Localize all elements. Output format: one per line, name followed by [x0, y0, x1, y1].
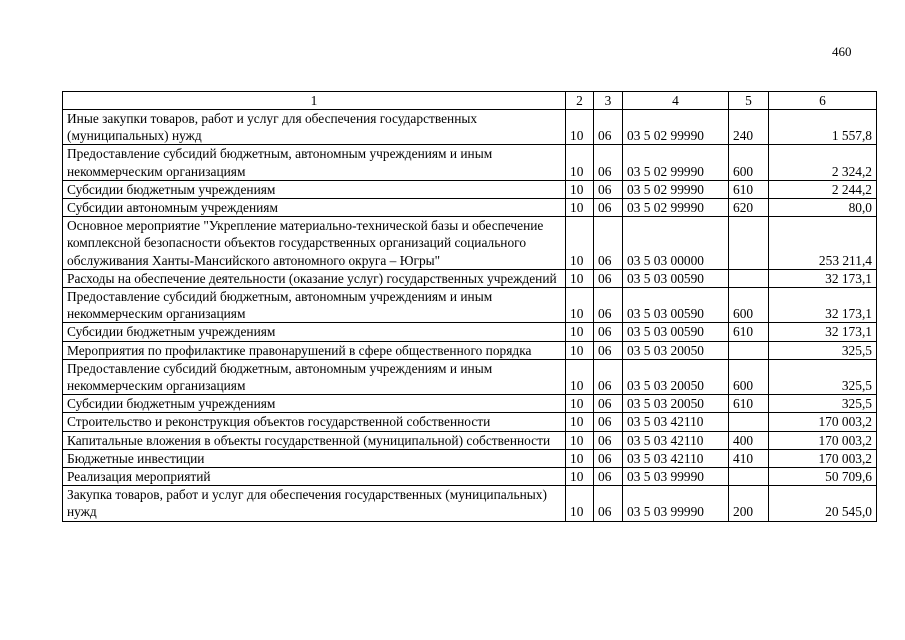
row-target-code-cell: 03 5 03 20050 [623, 395, 729, 413]
row-expense-type-cell: 410 [729, 449, 769, 467]
row-amount-cell: 32 173,1 [769, 323, 877, 341]
row-expense-type-cell: 200 [729, 486, 769, 521]
row-section-cell: 10 [566, 468, 594, 486]
row-section-cell: 10 [566, 341, 594, 359]
row-expense-type-cell [729, 468, 769, 486]
page-number: 460 [832, 44, 852, 59]
row-target-code-cell: 03 5 03 00590 [623, 323, 729, 341]
table-row [63, 199, 877, 217]
row-subsection-cell: 06 [594, 468, 623, 486]
row-amount-cell: 170 003,2 [769, 431, 877, 449]
row-expense-type-cell [729, 413, 769, 431]
column-header-2: 2 [566, 92, 594, 110]
row-section-cell: 10 [566, 269, 594, 287]
row-amount-cell: 170 003,2 [769, 413, 877, 431]
row-target-code-cell: 03 5 03 20050 [623, 359, 729, 394]
column-header-6: 6 [769, 92, 877, 110]
row-target-code-cell: 03 5 03 00000 [623, 217, 729, 270]
row-target-code-cell: 03 5 02 99990 [623, 110, 729, 145]
row-subsection-cell: 06 [594, 180, 623, 198]
row-name-cell: Субсидии бюджетным учреждениям [63, 395, 566, 413]
table-row [63, 323, 877, 341]
row-amount-cell: 80,0 [769, 199, 877, 217]
column-header-3: 3 [594, 92, 623, 110]
table-row [63, 431, 877, 449]
row-expense-type-cell: 610 [729, 323, 769, 341]
row-subsection-cell: 06 [594, 110, 623, 145]
row-target-code-cell: 03 5 03 99990 [623, 486, 729, 521]
budget-table [62, 91, 877, 522]
table-row [63, 468, 877, 486]
row-amount-cell: 32 173,1 [769, 288, 877, 323]
row-subsection-cell: 06 [594, 341, 623, 359]
row-amount-cell: 32 173,1 [769, 269, 877, 287]
table-row [63, 269, 877, 287]
row-name-cell: Расходы на обеспечение деятельности (оказание услуг) государственных учреждений [63, 269, 566, 287]
row-subsection-cell: 06 [594, 288, 623, 323]
row-amount-cell: 2 324,2 [769, 145, 877, 180]
table-row [63, 145, 877, 180]
row-amount-cell: 50 709,6 [769, 468, 877, 486]
row-expense-type-cell: 600 [729, 288, 769, 323]
budget-table-body [63, 92, 877, 522]
row-expense-type-cell [729, 341, 769, 359]
row-expense-type-cell: 600 [729, 145, 769, 180]
row-target-code-cell: 03 5 02 99990 [623, 199, 729, 217]
row-section-cell: 10 [566, 431, 594, 449]
table-row [63, 486, 877, 521]
table-row [63, 110, 877, 145]
row-amount-cell: 20 545,0 [769, 486, 877, 521]
row-section-cell: 10 [566, 199, 594, 217]
row-expense-type-cell: 620 [729, 199, 769, 217]
row-expense-type-cell [729, 217, 769, 270]
table-row [63, 395, 877, 413]
row-subsection-cell: 06 [594, 359, 623, 394]
row-expense-type-cell: 240 [729, 110, 769, 145]
row-subsection-cell: 06 [594, 199, 623, 217]
row-target-code-cell: 03 5 03 20050 [623, 341, 729, 359]
row-subsection-cell: 06 [594, 269, 623, 287]
row-target-code-cell: 03 5 03 42110 [623, 449, 729, 467]
row-expense-type-cell: 600 [729, 359, 769, 394]
row-amount-cell: 325,5 [769, 359, 877, 394]
row-name-cell: Предоставление субсидий бюджетным, автономным учреждениям и иным некоммерческим организациям [63, 288, 566, 323]
row-name-cell: Предоставление субсидий бюджетным, автономным учреждениям и иным некоммерческим организациям [63, 359, 566, 394]
row-target-code-cell: 03 5 02 99990 [623, 180, 729, 198]
row-subsection-cell: 06 [594, 413, 623, 431]
row-section-cell: 10 [566, 413, 594, 431]
row-name-cell: Мероприятия по профилактике правонарушений в сфере общественного порядка [63, 341, 566, 359]
row-name-cell: Предоставление субсидий бюджетным, автономным учреждениям и иным некоммерческим организациям [63, 145, 566, 180]
row-name-cell: Субсидии автономным учреждениям [63, 199, 566, 217]
row-section-cell: 10 [566, 323, 594, 341]
table-row [63, 359, 877, 394]
row-name-cell: Бюджетные инвестиции [63, 449, 566, 467]
row-target-code-cell: 03 5 03 00590 [623, 288, 729, 323]
row-amount-cell: 1 557,8 [769, 110, 877, 145]
row-name-cell: Субсидии бюджетным учреждениям [63, 323, 566, 341]
row-amount-cell: 170 003,2 [769, 449, 877, 467]
row-subsection-cell: 06 [594, 431, 623, 449]
row-subsection-cell: 06 [594, 486, 623, 521]
row-section-cell: 10 [566, 180, 594, 198]
table-row [63, 217, 877, 270]
table-row [63, 341, 877, 359]
row-name-cell: Иные закупки товаров, работ и услуг для обеспечения государственных (муниципальных) нужд [63, 110, 566, 145]
row-section-cell: 10 [566, 110, 594, 145]
row-target-code-cell: 03 5 03 42110 [623, 413, 729, 431]
table-header-row [63, 92, 877, 110]
row-amount-cell: 325,5 [769, 395, 877, 413]
column-header-1: 1 [63, 92, 566, 110]
row-subsection-cell: 06 [594, 323, 623, 341]
row-name-cell: Закупка товаров, работ и услуг для обеспечения государственных (муниципальных) нужд [63, 486, 566, 521]
row-target-code-cell: 03 5 03 99990 [623, 468, 729, 486]
row-subsection-cell: 06 [594, 449, 623, 467]
row-expense-type-cell: 610 [729, 395, 769, 413]
row-subsection-cell: 06 [594, 395, 623, 413]
row-target-code-cell: 03 5 03 00590 [623, 269, 729, 287]
table-row [63, 288, 877, 323]
row-section-cell: 10 [566, 288, 594, 323]
row-name-cell: Основное мероприятие "Укрепление материально-технической базы и обеспечение комплексной безопасности объектов государственных организаций социального обслуживания Ханты-Мансийского автономного округа – Югры" [63, 217, 566, 270]
row-amount-cell: 2 244,2 [769, 180, 877, 198]
row-subsection-cell: 06 [594, 217, 623, 270]
row-name-cell: Строительство и реконструкция объектов государственной собственности [63, 413, 566, 431]
row-section-cell: 10 [566, 217, 594, 270]
row-name-cell: Капитальные вложения в объекты государственной (муниципальной) собственности [63, 431, 566, 449]
table-row [63, 449, 877, 467]
row-section-cell: 10 [566, 486, 594, 521]
row-section-cell: 10 [566, 145, 594, 180]
row-expense-type-cell: 610 [729, 180, 769, 198]
row-target-code-cell: 03 5 02 99990 [623, 145, 729, 180]
row-section-cell: 10 [566, 359, 594, 394]
row-amount-cell: 325,5 [769, 341, 877, 359]
row-target-code-cell: 03 5 03 42110 [623, 431, 729, 449]
row-name-cell: Реализация мероприятий [63, 468, 566, 486]
row-section-cell: 10 [566, 449, 594, 467]
column-header-4: 4 [623, 92, 729, 110]
table-row [63, 413, 877, 431]
row-name-cell: Субсидии бюджетным учреждениям [63, 180, 566, 198]
row-section-cell: 10 [566, 395, 594, 413]
row-subsection-cell: 06 [594, 145, 623, 180]
row-expense-type-cell [729, 269, 769, 287]
column-header-5: 5 [729, 92, 769, 110]
row-amount-cell: 253 211,4 [769, 217, 877, 270]
table-row [63, 180, 877, 198]
row-expense-type-cell: 400 [729, 431, 769, 449]
